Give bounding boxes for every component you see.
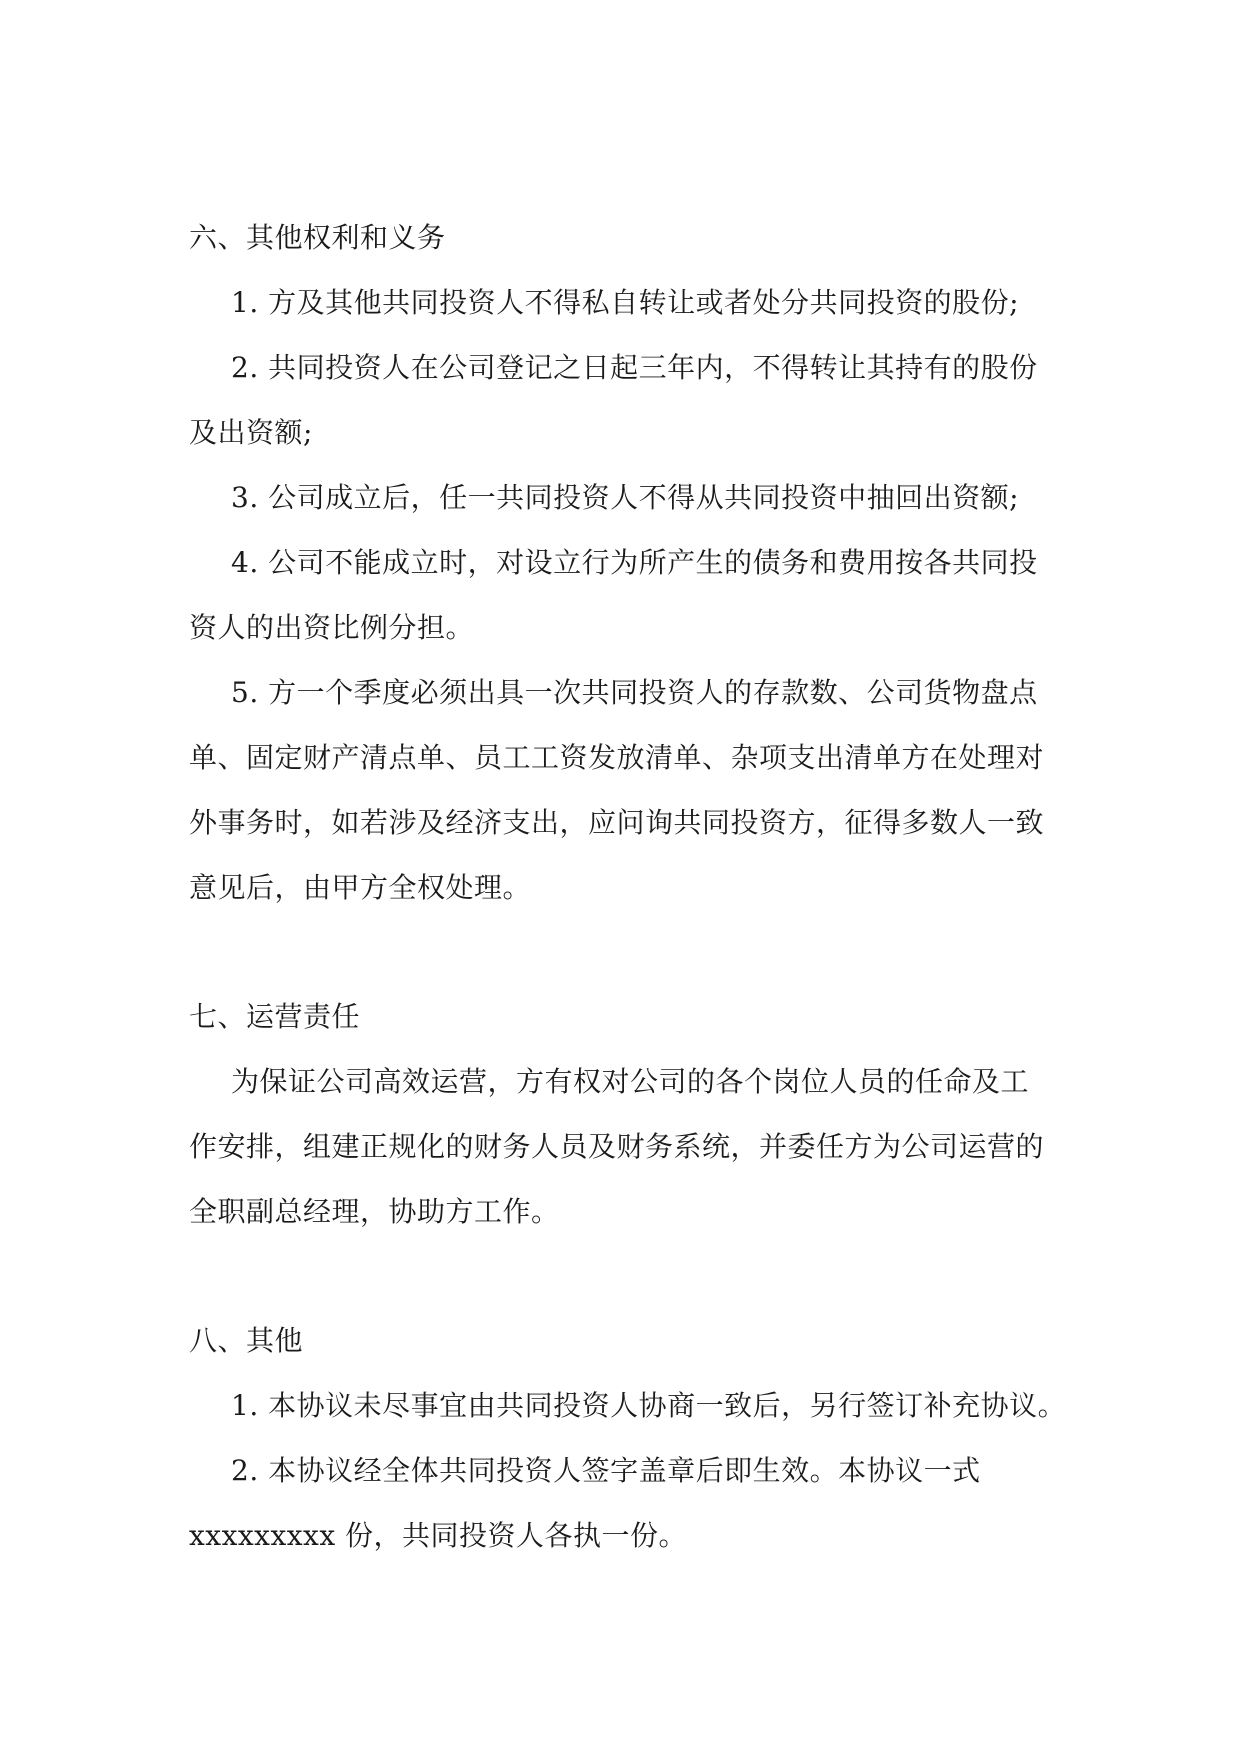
paragraph-line: 5. 方一个季度必须出具一次共同投资人的存款数、公司货物盘点	[231, 676, 1038, 709]
document-body	[189, 222, 1069, 1552]
paragraph-line: 全职副总经理，协助方工作。	[189, 1195, 560, 1228]
section-heading: 八、其他	[189, 1324, 304, 1357]
section-heading: 六、其他权利和义务	[189, 221, 446, 254]
paragraph-line: 3. 公司成立后，任一共同投资人不得从共同投资中抽回出资额;	[231, 481, 1020, 514]
paragraph	[189, 1455, 1069, 1552]
paragraph-line: 作安排，组建正规化的财务人员及财务系统，并委任方为公司运营的	[189, 1130, 1045, 1163]
paragraph-line: 4. 公司不能成立时，对设立行为所产生的债务和费用按各共同投	[231, 546, 1038, 579]
paragraph-line: 及出资额;	[189, 416, 313, 449]
paragraph-line: 2. 本协议经全体共同投资人签字盖章后即生效。本协议一式	[231, 1454, 981, 1487]
paragraph-line: 资人的出资比例分担。	[189, 611, 475, 644]
section-heading: 七、运营责任	[189, 1000, 361, 1033]
paragraph-line: xxxxxxxxx 份，共同投资人各执一份。	[189, 1519, 688, 1552]
paragraph-line: 1. 本协议未尽事宜由共同投资人协商一致后，另行签订补充协议。	[231, 1389, 1067, 1422]
paragraph	[189, 482, 1069, 514]
paragraph-line: 2. 共同投资人在公司登记之日起三年内，不得转让其持有的股份	[231, 351, 1038, 384]
paragraph-line: 为保证公司高效运营，方有权对公司的各个岗位人员的任命及工	[231, 1065, 1030, 1098]
paragraph	[189, 1390, 1069, 1422]
paragraph-line: 1. 方及其他共同投资人不得私自转让或者处分共同投资的股份;	[231, 286, 1020, 319]
section-operations	[189, 1001, 1069, 1228]
section-other	[189, 1325, 1069, 1552]
paragraph	[189, 352, 1069, 449]
paragraph-line: 外事务时，如若涉及经济支出，应问询共同投资方，征得多数人一致	[189, 806, 1045, 839]
paragraph	[189, 287, 1069, 319]
paragraph	[189, 677, 1069, 904]
section-rights-obligations	[189, 222, 1069, 904]
paragraph	[189, 1066, 1069, 1228]
paragraph	[189, 547, 1069, 644]
paragraph-line: 单、固定财产清点单、员工工资发放清单、杂项支出清单方在处理对	[189, 741, 1045, 774]
paragraph-line: 意见后，由甲方全权处理。	[189, 871, 532, 904]
